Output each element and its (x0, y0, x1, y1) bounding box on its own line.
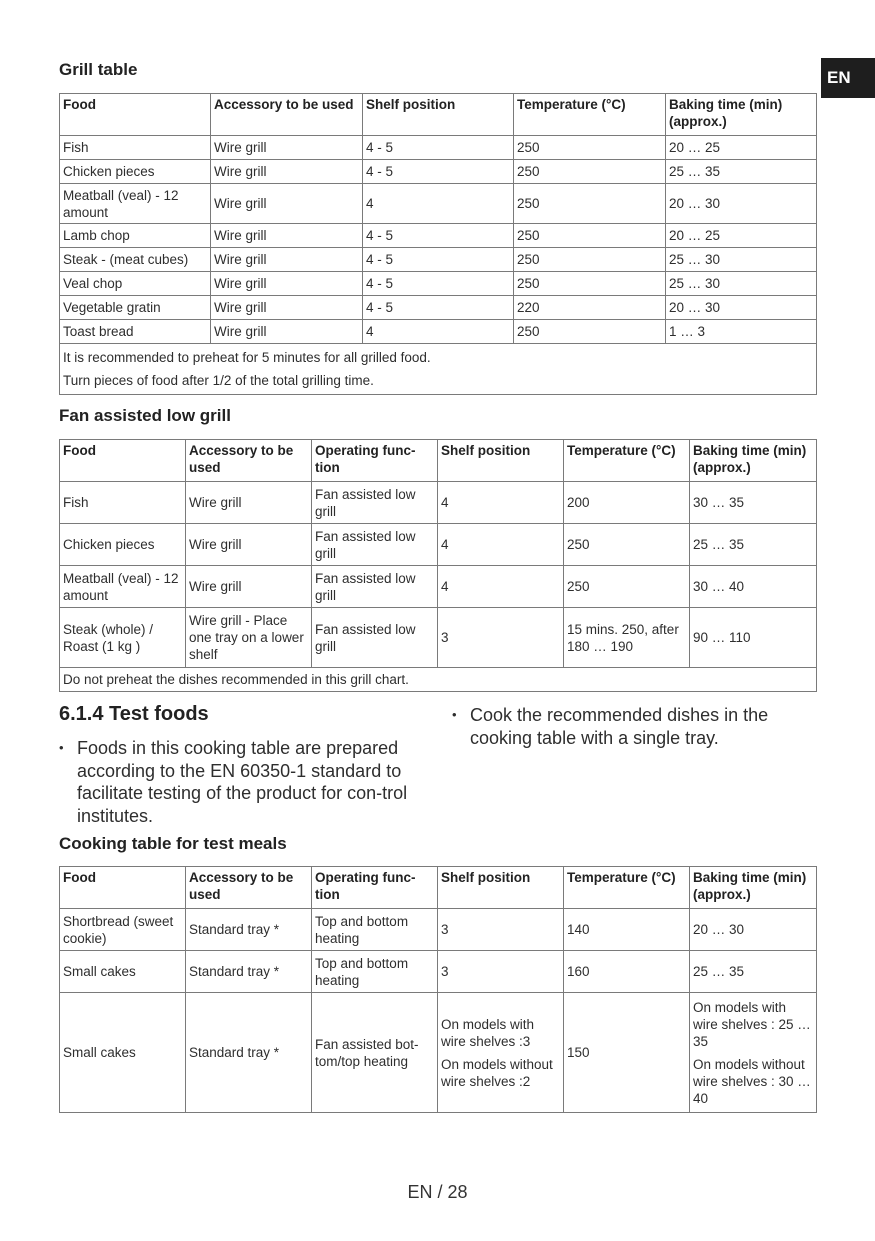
table-cell: 20 … 30 (690, 909, 817, 951)
table-cell: 4 - 5 (363, 224, 514, 248)
table-cell: Wire grill (186, 482, 312, 524)
table-cell: Standard tray * (186, 993, 312, 1113)
table-cell: 140 (564, 909, 690, 951)
table-cell: Toast bread (60, 320, 211, 344)
shelf-with-wire: On models with wire shelves :3 (441, 1016, 535, 1049)
table-cell: 4 - 5 (363, 160, 514, 184)
table-row (60, 951, 817, 993)
test-table (59, 866, 817, 1113)
table-row (60, 909, 817, 951)
notes-row (60, 344, 817, 395)
table-cell: 4 (363, 184, 514, 224)
table-cell: Standard tray * (186, 951, 312, 993)
table-cell: 4 (438, 566, 564, 608)
table-row (60, 136, 817, 160)
header-cell: Shelf position (363, 94, 514, 136)
table-row (60, 320, 817, 344)
table-cell: Chicken pieces (60, 160, 211, 184)
table-cell: 25 … 35 (690, 524, 817, 566)
table-cell: 4 (438, 524, 564, 566)
table-cell: Veal chop (60, 272, 211, 296)
table-cell: 4 - 5 (363, 136, 514, 160)
table-cell: Wire grill (186, 524, 312, 566)
notes-row (60, 668, 817, 692)
note-line: It is recommended to preheat for 5 minutes for all grilled food. (63, 350, 431, 365)
table-cell: 250 (514, 136, 666, 160)
language-tab: EN (821, 58, 875, 98)
table-cell: 4 (438, 482, 564, 524)
bullet-text: Cook the recommended dishes in the cooking table with a single tray. (470, 705, 769, 748)
header-cell: Baking time (min) (approx.) (690, 440, 817, 482)
header-cell: Food (60, 94, 211, 136)
table-cell: 3 (438, 909, 564, 951)
header-cell: Shelf position (438, 440, 564, 482)
table-cell (690, 993, 817, 1113)
table-row (60, 482, 817, 524)
table-cell: 90 … 110 (690, 608, 817, 668)
table-cell: 3 (438, 951, 564, 993)
header-cell: Accessory to be used (186, 867, 312, 909)
header-cell: Accessory to be used (211, 94, 363, 136)
table-row (60, 608, 817, 668)
table-cell: Standard tray * (186, 909, 312, 951)
table-cell: 30 … 35 (690, 482, 817, 524)
header-cell: Temperature (°C) (564, 867, 690, 909)
table-cell: 250 (514, 160, 666, 184)
table-cell: 250 (514, 184, 666, 224)
table-cell: Fan assisted low grill (312, 566, 438, 608)
grill-table-header (60, 94, 817, 136)
table-cell: 150 (564, 993, 690, 1113)
table-cell: Small cakes (60, 993, 186, 1113)
table-cell: Wire grill (211, 184, 363, 224)
table-cell: Wire grill (211, 248, 363, 272)
header-cell: Operating func-tion (312, 440, 438, 482)
fan-table-title: Fan assisted low grill (59, 406, 231, 425)
table-cell: Wire grill (211, 160, 363, 184)
table-cell: Top and bottom heating (312, 909, 438, 951)
table-cell: Meatball (veal) - 12 amount (60, 566, 186, 608)
table-row (60, 993, 817, 1113)
table-cell: Top and bottom heating (312, 951, 438, 993)
table-cell: Wire grill (211, 136, 363, 160)
table-cell: 250 (514, 320, 666, 344)
table-cell: Shortbread (sweet cookie) (60, 909, 186, 951)
bullet-item (59, 737, 429, 827)
table-cell: Fish (60, 482, 186, 524)
time-with-wire: On models with wire shelves : 25 … 35 (693, 999, 811, 1049)
test-table-header (60, 867, 817, 909)
header-cell: Accessory to be used (186, 440, 312, 482)
table-cell: 20 … 30 (666, 296, 817, 320)
bullet-icon: • (59, 740, 64, 755)
table-cell: 25 … 35 (666, 160, 817, 184)
table-cell: Fan assisted low grill (312, 524, 438, 566)
test-table-title: Cooking table for test meals (59, 834, 287, 853)
table-cell: 15 mins. 250, after 180 … 190 (564, 608, 690, 668)
header-cell: Food (60, 867, 186, 909)
grill-table (59, 93, 817, 395)
table-cell: Meatball (veal) - 12 amount (60, 184, 211, 224)
table-cell: Wire grill - Place one tray on a lower shelf (186, 608, 312, 668)
table-cell: Fan assisted low grill (312, 482, 438, 524)
page-number: EN / 28 (407, 1182, 468, 1202)
table-cell: 220 (514, 296, 666, 320)
table-cell: 200 (564, 482, 690, 524)
bullet-icon: • (452, 707, 457, 722)
table-row (60, 272, 817, 296)
table-cell: 20 … 30 (666, 184, 817, 224)
table-row (60, 524, 817, 566)
table-cell: Steak (whole) / Roast (1 kg ) (60, 608, 186, 668)
table-cell: Wire grill (186, 566, 312, 608)
table-row (60, 224, 817, 248)
table-cell: 25 … 35 (690, 951, 817, 993)
table-cell: Wire grill (211, 224, 363, 248)
table-cell: Lamb chop (60, 224, 211, 248)
notes-cell (60, 344, 817, 395)
table-cell: 250 (564, 524, 690, 566)
notes-cell: Do not preheat the dishes recommended in this grill chart. (60, 668, 817, 692)
table-row (60, 184, 817, 224)
table-cell: 250 (514, 272, 666, 296)
grill-table-title: Grill table (59, 60, 138, 79)
note-line: Turn pieces of food after 1/2 of the total grilling time. (63, 373, 374, 388)
table-cell: Small cakes (60, 951, 186, 993)
fan-table-header (60, 440, 817, 482)
table-cell: 4 - 5 (363, 272, 514, 296)
header-cell: Shelf position (438, 867, 564, 909)
fan-table (59, 439, 817, 692)
table-cell: 250 (514, 224, 666, 248)
table-row (60, 248, 817, 272)
table-cell: 20 … 25 (666, 224, 817, 248)
bullet-item (452, 704, 812, 749)
header-cell: Operating func-tion (312, 867, 438, 909)
table-cell: Wire grill (211, 272, 363, 296)
table-cell: Wire grill (211, 296, 363, 320)
header-cell: Baking time (min) (approx.) (666, 94, 817, 136)
table-cell: 4 - 5 (363, 296, 514, 320)
table-row (60, 566, 817, 608)
header-cell: Food (60, 440, 186, 482)
table-cell: Chicken pieces (60, 524, 186, 566)
table-cell: 1 … 3 (666, 320, 817, 344)
table-cell: 25 … 30 (666, 248, 817, 272)
table-cell: Fan assisted bot-tom/top heating (312, 993, 438, 1113)
time-without-wire: On models without wire shelves : 30 … 40 (693, 1056, 811, 1106)
table-row (60, 160, 817, 184)
table-cell: Steak - (meat cubes) (60, 248, 211, 272)
header-cell: Temperature (°C) (564, 440, 690, 482)
table-cell (438, 993, 564, 1113)
shelf-without-wire: On models without wire shelves :2 (441, 1056, 553, 1089)
table-cell: 250 (514, 248, 666, 272)
table-cell: 3 (438, 608, 564, 668)
test-foods-heading: 6.1.4 Test foods (59, 703, 209, 725)
table-cell: Fan assisted low grill (312, 608, 438, 668)
header-cell: Baking time (min) (approx.) (690, 867, 817, 909)
bullet-text: Foods in this cooking table are prepared according to the EN 60350-1 standard to facilitate testing of the product for con-trol institutes. (77, 738, 408, 826)
table-cell: Wire grill (211, 320, 363, 344)
table-cell: 250 (564, 566, 690, 608)
table-cell: 25 … 30 (666, 272, 817, 296)
table-row (60, 296, 817, 320)
table-cell: Fish (60, 136, 211, 160)
table-cell: 30 … 40 (690, 566, 817, 608)
table-cell: 160 (564, 951, 690, 993)
table-cell: 20 … 25 (666, 136, 817, 160)
table-cell: Vegetable gratin (60, 296, 211, 320)
table-cell: 4 (363, 320, 514, 344)
header-cell: Temperature (°C) (514, 94, 666, 136)
table-cell: 4 - 5 (363, 248, 514, 272)
